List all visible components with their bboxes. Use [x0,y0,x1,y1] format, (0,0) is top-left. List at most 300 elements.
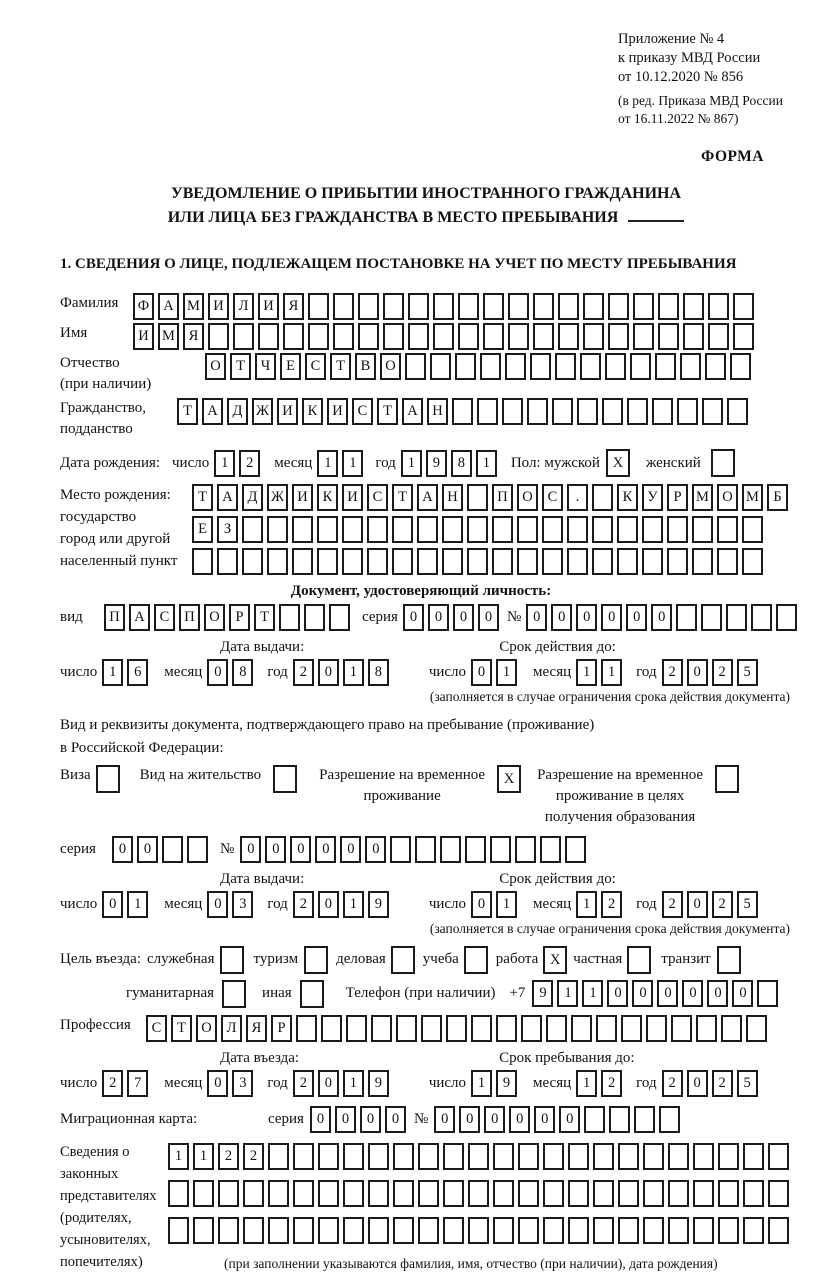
char-cell: А [417,484,438,511]
char-cell [680,353,701,380]
identity-doc-heading: Документ, удостоверяющий личность: [290,583,552,599]
char-cell [418,1143,439,1170]
char-cell: 1 [102,659,123,686]
char-cell [567,548,588,575]
char-cell [187,836,208,863]
char-cell [568,1217,589,1244]
sex-male-label: Пол: мужской [510,454,600,471]
char-cell [304,604,325,631]
char-cell [458,323,479,350]
char-cell: 0 [385,1106,406,1133]
char-cell [693,1143,714,1170]
char-cell: Д [242,484,263,511]
char-cell [558,293,579,320]
entry-date-label: Дата въезда: [220,1049,300,1066]
permit-issue-year-cells [293,891,393,918]
char-cell [279,604,300,631]
char-cell: Я [183,323,204,350]
char-cell [643,1180,664,1207]
char-cell [517,516,538,543]
doc-valid-day-cells [471,659,521,686]
char-cell [568,1143,589,1170]
patronymic-row [60,353,792,395]
char-cell [584,1106,605,1133]
residence-permit-label: Вид на жительство [139,766,262,783]
form-title-line2: ИЛИ ЛИЦА БЕЗ ГРАЖДАНСТВА В МЕСТО ПРЕБЫВАНИЯ [60,206,792,230]
char-cell: С [146,1015,167,1042]
char-cell [543,1180,564,1207]
checkbox-official [220,946,244,974]
char-cell: И [292,484,313,511]
char-cell [396,1015,417,1042]
char-cell: 0 [687,891,708,918]
char-cell [452,398,473,425]
char-cell [667,516,688,543]
checkbox-visa [96,765,120,793]
char-cell: Ч [255,353,276,380]
char-cell [617,548,638,575]
section1-heading: 1. СВЕДЕНИЯ О ЛИЦЕ, ПОДЛЕЖАЩЕМ ПОСТАНОВКЕ НА УЧЕТ ПО МЕСТУ ПРЕБЫВАНИЯ [60,256,737,272]
char-cell [293,1217,314,1244]
char-cell: 1 [476,450,497,477]
char-cell: 0 [365,836,386,863]
char-cell: 0 [290,836,311,863]
char-cell [596,1015,617,1042]
char-cell [692,548,713,575]
char-cell: 0 [240,836,261,863]
char-cell [692,516,713,543]
char-cell: Д [227,398,248,425]
migration-number-label: № [413,1110,429,1127]
purpose-transit-label: транзит [661,951,711,967]
visa-label: Виза [60,766,91,783]
char-cell: Т [330,353,351,380]
char-cell: 6 [127,659,148,686]
amendment-line: (в ред. Приказа МВД России [618,93,783,109]
char-cell [693,1180,714,1207]
char-cell: 2 [601,891,622,918]
char-cell: И [208,293,229,320]
char-cell [558,323,579,350]
appendix-line: от 10.12.2020 № 856 [618,69,744,86]
char-cell: 2 [662,659,683,686]
char-cell: 0 [687,659,708,686]
surname-label: Фамилия [60,295,119,311]
char-cell [443,1143,464,1170]
migration-number-cells [434,1106,684,1133]
checkbox-business [391,946,415,974]
char-cell [358,293,379,320]
char-cell: 9 [426,450,447,477]
permit-series-row [60,836,792,863]
char-cell [508,293,529,320]
month-label: месяц [533,1074,572,1091]
char-cell [717,548,738,575]
char-cell [393,1143,414,1170]
char-cell: 1 [343,1070,364,1097]
char-cell: 5 [737,1070,758,1097]
char-cell [621,1015,642,1042]
phone-cells [532,980,782,1007]
representatives-label: Сведения о законных представителях (родителях, усыновителях, попечителях) [60,1143,157,1270]
char-cell [542,548,563,575]
phone-prefix: +7 [509,985,526,1001]
char-cell [668,1217,689,1244]
char-cell: Т [177,398,198,425]
representatives-cells-1 [168,1143,793,1170]
char-cell [480,353,501,380]
char-cell [218,1217,239,1244]
char-cell: 1 [471,1070,492,1097]
char-cell [455,353,476,380]
char-cell [633,293,654,320]
char-cell [593,1217,614,1244]
permit-series-label: серия [60,840,96,857]
char-cell [333,293,354,320]
char-cell [667,548,688,575]
char-cell [267,548,288,575]
char-cell: 0 [137,836,158,863]
profession-row [60,1015,792,1042]
entry-day-cells [102,1070,152,1097]
temp-residence-label: Разрешение на временное проживание [319,766,486,804]
day-label: число [428,1074,467,1091]
char-cell [415,836,436,863]
char-cell [608,323,629,350]
char-cell [433,293,454,320]
char-cell [593,1180,614,1207]
char-cell: Т [377,398,398,425]
char-cell [258,323,279,350]
char-cell: 2 [239,450,260,477]
citizenship-cells [177,398,752,425]
char-cell: 2 [712,1070,733,1097]
representatives-note: (при заполнении указываются фамилия, имя, отчество (при наличии), дата рождения) [224,1255,718,1271]
char-cell: Т [171,1015,192,1042]
char-cell: 1 [127,891,148,918]
char-cell: 0 [315,836,336,863]
char-cell: М [692,484,713,511]
char-cell [618,1180,639,1207]
char-cell [168,1180,189,1207]
doc-issue-month-cells [207,659,257,686]
char-cell: Р [271,1015,292,1042]
char-cell: О [380,353,401,380]
birth-date-row [60,449,792,477]
char-cell [726,604,747,631]
char-cell [643,1143,664,1170]
checkbox-tourism [304,946,328,974]
char-cell: 0 [559,1106,580,1133]
birth-place-row [60,484,792,575]
char-cell: Р [229,604,250,631]
char-cell [746,1015,767,1042]
stay-month-cells [576,1070,626,1097]
permit-issue-month-cells [207,891,257,918]
char-cell [477,398,498,425]
char-cell [642,516,663,543]
char-cell [721,1015,742,1042]
char-cell [733,293,754,320]
doc-valid-until-label: Срок действия до: [499,639,616,655]
char-cell: 0 [428,604,449,631]
char-cell [317,548,338,575]
char-cell: 1 [576,1070,597,1097]
char-cell: Л [233,293,254,320]
stay-until-label: Срок пребывания до: [499,1049,635,1066]
char-cell [446,1015,467,1042]
char-cell [743,1143,764,1170]
char-cell [527,398,548,425]
doc-type-row [60,604,792,631]
char-cell [242,516,263,543]
char-cell [490,836,511,863]
doc-restriction-note: (заполняется в случае ограничения срока действия документа) [429,689,790,704]
checkbox-humanitarian [222,980,246,1008]
char-cell [430,353,451,380]
char-cell: Е [280,353,301,380]
month-label: месяц [533,664,572,680]
permit-series-cells [112,836,212,863]
right-doc-line1: Вид и реквизиты документа, подтверждающего право на пребывание (проживание) [60,717,595,733]
char-cell: 0 [651,604,672,631]
birth-place-cells-1 [192,484,792,511]
month-label: месяц [164,664,203,680]
char-cell: Н [427,398,448,425]
char-cell: 1 [214,450,235,477]
char-cell: А [158,293,179,320]
char-cell [342,548,363,575]
char-cell: О [517,484,538,511]
char-cell [317,516,338,543]
char-cell: 0 [632,980,653,1007]
char-cell [676,604,697,631]
temp-residence-edu-label: Разрешение на временное проживание в целях получения образования [537,766,704,825]
char-cell [283,323,304,350]
char-cell: 0 [682,980,703,1007]
char-cell [417,548,438,575]
char-cell: Т [192,484,213,511]
char-cell: 0 [601,604,622,631]
char-cell: Т [392,484,413,511]
char-cell [217,548,238,575]
birth-place-grid [192,484,792,575]
char-cell [693,1217,714,1244]
char-cell [543,1143,564,1170]
char-cell: Б [767,484,788,511]
char-cell: 0 [340,836,361,863]
representatives-cells-3 [168,1217,793,1244]
appendix-line: к приказу МВД России [618,50,761,67]
permit-issue-day-cells [102,891,152,918]
char-cell [442,516,463,543]
char-cell [567,516,588,543]
char-cell: А [202,398,223,425]
char-cell [243,1217,264,1244]
doc-type-label: вид [60,609,83,625]
char-cell [727,398,748,425]
char-cell [467,484,488,511]
char-cell [634,1106,655,1133]
purpose-private-label: частная [573,951,623,967]
form-title [60,182,792,230]
char-cell: 2 [102,1070,123,1097]
purpose-humanitarian-label: гуманитарная [126,985,215,1001]
char-cell: 0 [471,891,492,918]
representatives-cells-2 [168,1180,793,1207]
char-cell: И [258,293,279,320]
appendix-block [618,30,828,128]
char-cell [308,323,329,350]
char-cell: 2 [712,891,733,918]
doc-issue-day-cells [102,659,152,686]
char-cell [233,323,254,350]
char-cell: Л [221,1015,242,1042]
char-cell: 2 [243,1143,264,1170]
representatives-grid [168,1141,793,1272]
char-cell [243,1180,264,1207]
char-cell: С [542,484,563,511]
char-cell [671,1015,692,1042]
char-cell: 0 [207,891,228,918]
char-cell [677,398,698,425]
char-cell [602,398,623,425]
char-cell [292,548,313,575]
checkbox-private [627,946,651,974]
char-cell: 0 [403,604,424,631]
char-cell [546,1015,567,1042]
char-cell [368,1217,389,1244]
purpose-tourism-label: туризм [253,951,299,967]
char-cell [543,1217,564,1244]
char-cell: 0 [318,659,339,686]
char-cell [267,516,288,543]
char-cell [333,323,354,350]
doc-type-cells [104,604,354,631]
char-cell: С [154,604,175,631]
char-cell: 0 [310,1106,331,1133]
char-cell: 0 [478,604,499,631]
char-cell: 0 [687,1070,708,1097]
doc-issue-date-label: Дата выдачи: [220,639,305,655]
char-cell [392,516,413,543]
char-cell: . [567,484,588,511]
char-cell: 0 [265,836,286,863]
char-cell: 1 [342,450,363,477]
char-cell [618,1217,639,1244]
char-cell: 0 [453,604,474,631]
char-cell [342,516,363,543]
char-cell [162,836,183,863]
birth-day-cells [214,450,264,477]
char-cell [318,1217,339,1244]
char-cell [193,1180,214,1207]
char-cell [418,1180,439,1207]
char-cell [757,980,778,1007]
char-cell [592,484,613,511]
char-cell [508,323,529,350]
patronymic-cells [205,353,755,380]
char-cell [383,323,404,350]
month-label: месяц [533,895,572,912]
char-cell [517,548,538,575]
doc-valid-month-cells [576,659,626,686]
char-cell [592,548,613,575]
doc-series-label: серия [362,609,398,625]
doc-number-cells [526,604,801,631]
entry-dates-row [60,1070,792,1097]
migration-card-label: Миграционная карта: [60,1110,198,1127]
char-cell [418,1217,439,1244]
char-cell: 2 [293,1070,314,1097]
right-doc-line2: в Российской Федерации: [60,740,224,757]
char-cell: 0 [360,1106,381,1133]
char-cell [542,516,563,543]
stay-day-cells [471,1070,521,1097]
char-cell [443,1180,464,1207]
char-cell [458,293,479,320]
char-cell: 1 [496,659,517,686]
char-cell: З [217,516,238,543]
char-cell: 1 [557,980,578,1007]
char-cell [493,1143,514,1170]
char-cell [743,1180,764,1207]
purpose-other-label: иная [262,985,292,1001]
birth-place-label: Место рождения: государство город или другой населенный пункт [60,487,178,569]
char-cell: Ж [267,484,288,511]
char-cell: Р [667,484,688,511]
doc-issue-year-cells [293,659,393,686]
char-cell [609,1106,630,1133]
migration-card-row [60,1106,792,1133]
checkbox-male: X [606,449,630,477]
char-cell: К [302,398,323,425]
migration-series-cells [310,1106,410,1133]
char-cell: Т [230,353,251,380]
char-cell [627,398,648,425]
char-cell: В [355,353,376,380]
migration-series-label: серия [268,1110,304,1127]
char-cell [718,1143,739,1170]
char-cell [583,323,604,350]
char-cell [392,548,413,575]
char-cell: 0 [318,891,339,918]
year-label: год [375,454,396,471]
month-label: месяц [164,895,203,912]
char-cell: О [204,604,225,631]
char-cell: А [402,398,423,425]
char-cell: 0 [534,1106,555,1133]
char-cell: 0 [707,980,728,1007]
char-cell [417,516,438,543]
char-cell [618,1143,639,1170]
char-cell [683,323,704,350]
char-cell: Н [442,484,463,511]
char-cell [718,1180,739,1207]
char-cell: А [217,484,238,511]
permit-restriction-note: (заполняется в случае ограничения срока действия документа) [429,920,790,936]
char-cell [518,1180,539,1207]
given-name-label: Имя [60,325,88,341]
char-cell [242,548,263,575]
given-name-row [60,323,792,350]
char-cell [433,323,454,350]
char-cell [492,516,513,543]
char-cell: И [277,398,298,425]
permit-valid-day-cells [471,891,521,918]
checkbox-temp-residence: X [497,765,521,793]
char-cell: 0 [207,659,228,686]
